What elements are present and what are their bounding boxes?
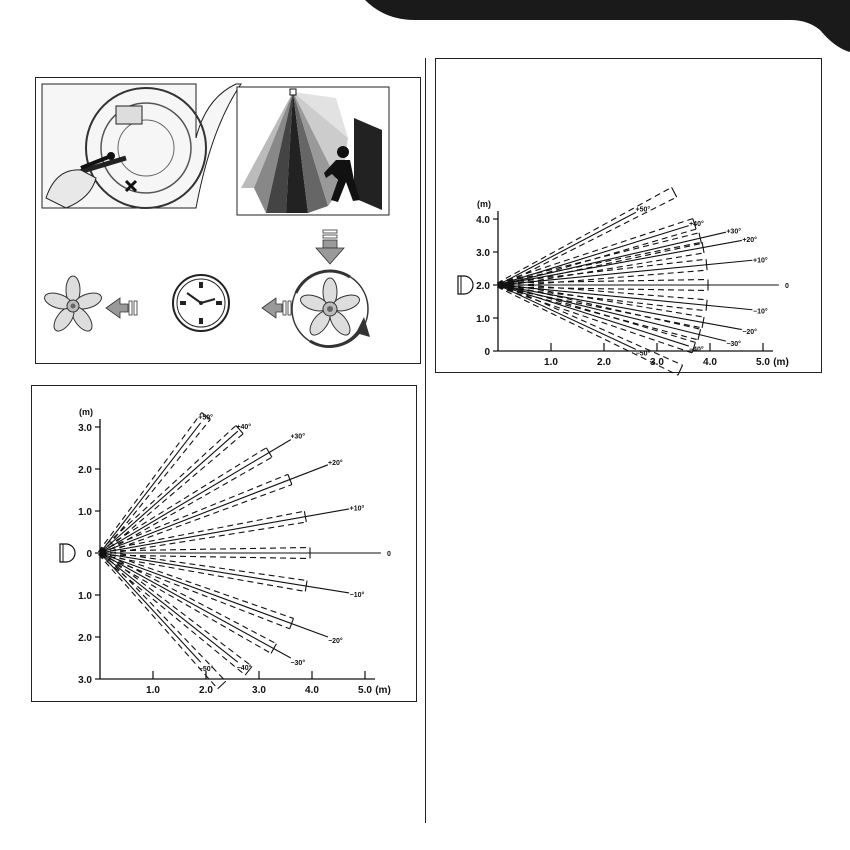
x-tick-label: 4.0 <box>305 685 319 696</box>
corner-tab-shape <box>365 0 850 52</box>
angle-label: +30° <box>290 433 306 441</box>
detection-beam-end <box>706 259 707 270</box>
x-tick-label: 4.0 <box>703 357 717 368</box>
detection-range-chart-ceiling <box>435 58 822 373</box>
screwdriver-adjust-inset <box>42 84 241 208</box>
y-tick-label: 3.0 <box>78 423 92 434</box>
y-tick-label: 2.0 <box>476 281 490 292</box>
angle-label: −40° <box>236 665 252 673</box>
detection-ray <box>498 285 742 330</box>
y-tick-label: 1.0 <box>78 507 92 518</box>
y-tick-label: 0 <box>86 549 92 560</box>
detection-range-chart <box>436 59 821 372</box>
angle-label: +50° <box>198 414 213 422</box>
arrow-left-icon <box>106 298 137 318</box>
angle-label: +30° <box>726 228 742 236</box>
x-tick-label: 2.0 <box>597 357 611 368</box>
fan-on-icon <box>292 271 370 347</box>
sensor-cone-picture <box>237 87 389 215</box>
column-divider <box>425 58 426 823</box>
fan-off-icon <box>43 276 104 334</box>
angle-label: −20° <box>328 637 343 645</box>
arrow-left-icon <box>262 298 291 318</box>
y-tick-label: 3.0 <box>476 248 490 259</box>
angle-label: −30° <box>290 659 306 667</box>
angle-label: −40° <box>689 346 704 354</box>
y-tick-label: 4.0 <box>476 215 490 226</box>
angle-label: +10° <box>349 505 365 513</box>
x-tick-label: 2.0 <box>199 685 213 696</box>
detection-ray <box>100 553 201 662</box>
angle-label: 0 <box>784 283 789 290</box>
clock-icon <box>173 275 229 331</box>
detection-range-chart <box>32 386 416 701</box>
angle-label: 0 <box>386 551 391 558</box>
angle-label: −10° <box>349 592 365 600</box>
angle-label: +40° <box>689 221 704 229</box>
detection-beam-end <box>218 681 226 688</box>
angle-label: +20° <box>328 459 343 467</box>
sensor-icon <box>458 276 473 294</box>
x-tick-label: 5.0 <box>358 685 372 696</box>
angle-label: −30° <box>726 341 742 349</box>
arrow-down-icon <box>316 230 344 264</box>
x-tick-label: 5.0 <box>756 357 770 368</box>
y-tick-label: 1.0 <box>78 591 92 602</box>
angle-label: +20° <box>742 237 758 245</box>
detection-ray <box>498 232 726 285</box>
detection-beam-end <box>266 448 272 457</box>
detection-ray <box>498 285 636 349</box>
corner-tab <box>0 0 850 60</box>
x-tick-label: 1.0 <box>544 357 558 368</box>
x-tick-label: 1.0 <box>146 685 160 696</box>
y-unit-label: (m) <box>79 407 93 417</box>
y-tick-label: 2.0 <box>78 633 92 644</box>
detection-beam-end <box>706 300 707 311</box>
x-tick-label: 3.0 <box>650 357 664 368</box>
x-tick-label: 3.0 <box>252 685 266 696</box>
x-unit-label: (m) <box>375 685 391 696</box>
detection-beam-outline <box>497 283 695 353</box>
angle-label: +50° <box>635 206 651 214</box>
detection-beam-end <box>271 644 276 654</box>
sensor-icon <box>60 544 75 562</box>
angle-label: −50° <box>198 666 214 674</box>
angle-label: +10° <box>753 257 768 265</box>
detection-beam-outline <box>99 551 293 629</box>
y-tick-label: 1.0 <box>476 314 490 325</box>
y-tick-label: 2.0 <box>78 465 92 476</box>
y-tick-label: 0 <box>484 347 490 358</box>
angle-label: −20° <box>742 328 758 336</box>
detection-ray <box>100 553 238 662</box>
x-unit-label: (m) <box>773 357 789 368</box>
installation-illustration-panel <box>35 77 421 364</box>
detection-ray <box>100 431 238 553</box>
detection-beam-end <box>678 365 683 375</box>
y-tick-label: 3.0 <box>78 675 92 686</box>
detection-range-chart-wall <box>31 385 417 702</box>
detection-beam-end <box>672 187 677 197</box>
y-unit-label: (m) <box>477 199 491 209</box>
angle-label: −10° <box>753 308 768 316</box>
detection-beam-outline <box>99 474 292 554</box>
installation-illustration <box>36 78 420 363</box>
angle-label: −50° <box>635 350 651 358</box>
angle-label: +40° <box>236 423 252 431</box>
